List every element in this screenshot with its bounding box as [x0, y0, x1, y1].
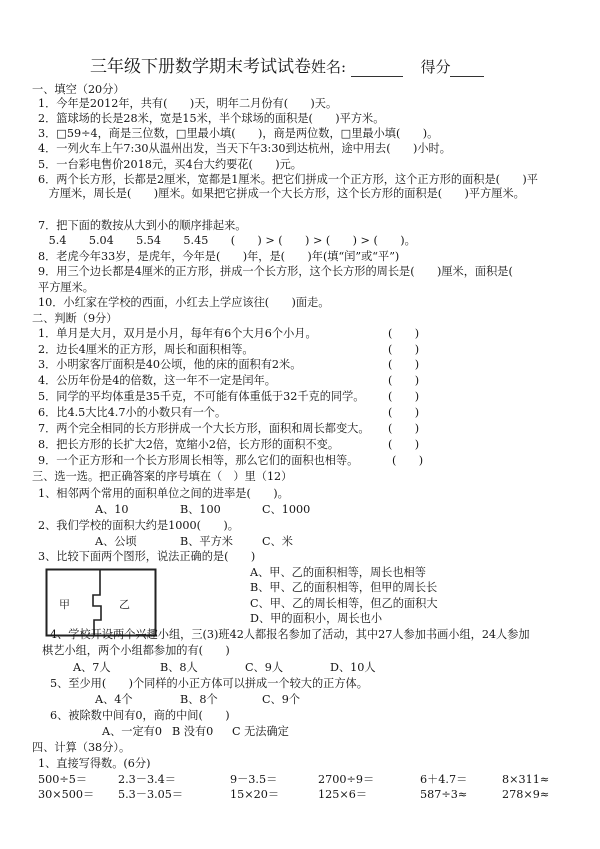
- figure-label-jia: 甲: [59, 598, 70, 611]
- choose-question: 2、我们学校的面积大约是1000( )。: [38, 519, 239, 532]
- choose-option[interactable]: B、平方米: [180, 535, 233, 548]
- judge-item: 5．同学的平均体重是35千克，不可能有体重低于32千克的同学。: [38, 390, 365, 403]
- choose-option[interactable]: A、10: [95, 503, 129, 516]
- name-blank: [351, 64, 403, 77]
- calc-problem: 6＋4.7＝: [420, 773, 468, 786]
- judge-mark[interactable]: ( ): [388, 406, 420, 419]
- calc-problem: 2700÷9＝: [318, 773, 375, 786]
- fill-item: 2．篮球场的长是28米，宽是15米，半个球场的面积是( )平方米。: [38, 112, 385, 125]
- section-judge-heading: 二、判断（9分）: [32, 312, 118, 325]
- calc-problem: 278×9≈: [502, 788, 550, 801]
- choose-option[interactable]: A、4个: [95, 693, 133, 706]
- judge-item: 3．小明家客厅面积是40公顷，他的床的面积有2米。: [38, 358, 302, 371]
- fill-item: 3．□59÷4，商是三位数，□里最小填( )，商是两位数，□里最小填( )。: [38, 127, 439, 140]
- calc-subheading: 1、直接写得数。(6分): [38, 757, 151, 770]
- judge-item: 8．把长方形的长扩大2倍，宽缩小2倍，长方形的面积不变。: [38, 438, 340, 451]
- judge-mark[interactable]: ( ): [392, 454, 424, 467]
- judge-item: 4．公历年份是4的倍数，这一年不一定是闰年。: [38, 374, 276, 387]
- judge-mark[interactable]: ( ): [388, 327, 420, 340]
- choose-question: 棋艺小组，两个小组都参加的有( ): [42, 644, 230, 657]
- choose-question: 3、比较下面两个图形，说法正确的是( ): [38, 550, 256, 563]
- choose-option[interactable]: B、100: [180, 503, 221, 516]
- calc-problem: 5.3－3.05＝: [118, 788, 184, 801]
- choose-option[interactable]: A、一定有0: [102, 725, 162, 738]
- choose-option[interactable]: C、9个: [262, 693, 301, 706]
- figure-divider-line: [93, 570, 101, 636]
- judge-mark[interactable]: ( ): [388, 390, 420, 403]
- figure-label-yi: 乙: [119, 598, 130, 611]
- fill-item: 1．今年是2012年，共有( )天，明年二月份有( )天。: [38, 97, 338, 110]
- choose-option[interactable]: A、7人: [73, 661, 111, 674]
- name-label: 姓名:: [311, 58, 347, 76]
- page-title: 三年级下册数学期末考试试卷姓名: 得分: [90, 52, 484, 77]
- choose-question: 6、被除数中间有0，商的中间( ): [50, 709, 230, 722]
- choose-option[interactable]: B 没有0: [172, 725, 214, 738]
- fill-item: 10．小红家在学校的西面，小红去上学应该往( )面走。: [38, 296, 330, 309]
- choose-option[interactable]: A、公顷: [95, 535, 137, 548]
- fill-item: 7．把下面的数按从大到小的顺序排起来。: [38, 219, 247, 232]
- choose-option[interactable]: B、甲、乙的面积相等，但甲的周长长: [250, 581, 438, 594]
- calc-problem: 30×500＝: [38, 788, 95, 801]
- calc-problem: 2.3－3.4＝: [118, 773, 176, 786]
- fill-item: 9．用三个边长都是4厘米的正方形，拼成一个长方形，这个长方形的周长是( )厘米，面积是(: [38, 265, 536, 278]
- judge-mark[interactable]: ( ): [388, 343, 420, 356]
- fill-item: 5.4 5.04 5.54 5.45 ( ) > ( ) > ( ) > ( )。: [38, 234, 416, 247]
- fill-item: 8．老虎今年33岁，是虎年，今年是( )年，是( )年(填“闰”或“平”): [38, 250, 400, 263]
- section-choose-heading: 三、选一选。把正确答案的序号填在（ ）里（12）: [32, 470, 293, 483]
- choose-option[interactable]: C、9人: [245, 661, 284, 674]
- calc-problem: 587÷3≈: [420, 788, 468, 801]
- judge-item: 7．两个完全相同的长方形拼成一个大长方形，面积和周长都变大。: [38, 422, 370, 435]
- judge-mark[interactable]: ( ): [388, 358, 420, 371]
- fill-item: 5．一台彩电售价2018元，买4台大约要花( )元。: [38, 158, 302, 171]
- fill-item: 6．两个长方形，长都是2厘米，宽都是1厘米。把它们拼成一个正方形，这个正方形的面积是( )平: [38, 173, 538, 186]
- choose-question: 4、学校开设两个兴趣小组，三(3)班42人都报名参加了活动，其中27人参加书画小组，24人参加: [50, 628, 530, 641]
- score-blank: [450, 64, 484, 77]
- choose-option[interactable]: C、甲、乙的周长相等，但乙的面积大: [250, 597, 438, 610]
- section-calc-heading: 四、计算（38分）。: [32, 741, 131, 754]
- judge-mark[interactable]: ( ): [388, 374, 420, 387]
- judge-mark[interactable]: ( ): [388, 438, 420, 451]
- choose-option[interactable]: A、甲、乙的面积相等，周长也相等: [250, 566, 426, 579]
- judge-mark[interactable]: ( ): [388, 422, 420, 435]
- score-label: 得分: [420, 58, 451, 76]
- fill-item: 4．一列火车上午7:30从温州出发，当天下午3:30到达杭州，途中用去( )小时。: [38, 142, 451, 155]
- calc-problem: 15×20＝: [230, 788, 280, 801]
- fill-item: 平方厘米。: [38, 281, 94, 294]
- section-fill-heading: 一、填空（20分）: [32, 83, 125, 96]
- calc-problem: 8×311≈: [502, 773, 550, 786]
- calc-problem: 125×6＝: [318, 788, 368, 801]
- choose-question: 5、至少用( )个同样的小正方体可以拼成一个较大的正方体。: [50, 677, 368, 690]
- fill-item: 方厘米，周长是( )厘米。如果把它拼成一个大长方形，这个长方形的面积是( )平方厘米。: [38, 187, 525, 200]
- judge-item: 2．边长4厘米的正方形，周长和面积相等。: [38, 343, 254, 356]
- judge-item: 9．一个正方形和一个长方形周长相等，那么它们的面积也相等。: [38, 454, 359, 467]
- judge-item: 6．比4.5大比4.7小的小数只有一个。: [38, 406, 227, 419]
- choose-option[interactable]: B、8人: [160, 661, 198, 674]
- choose-option[interactable]: B、8个: [180, 693, 218, 706]
- calc-problem: 500÷5＝: [38, 773, 88, 786]
- judge-item: 1．单月是大月，双月是小月，每年有6个大月6个小月。: [38, 327, 317, 340]
- choose-option[interactable]: D、甲的面积小，周长也小: [250, 612, 383, 625]
- choose-option[interactable]: C 无法确定: [232, 725, 289, 738]
- choose-option[interactable]: D、10人: [330, 661, 376, 674]
- choose-question: 1、相邻两个常用的面积单位之间的进率是( )。: [38, 487, 289, 500]
- choose-option[interactable]: C、1000: [262, 503, 311, 516]
- choose-option[interactable]: C、米: [262, 535, 293, 548]
- calc-problem: 9－3.5＝: [230, 773, 278, 786]
